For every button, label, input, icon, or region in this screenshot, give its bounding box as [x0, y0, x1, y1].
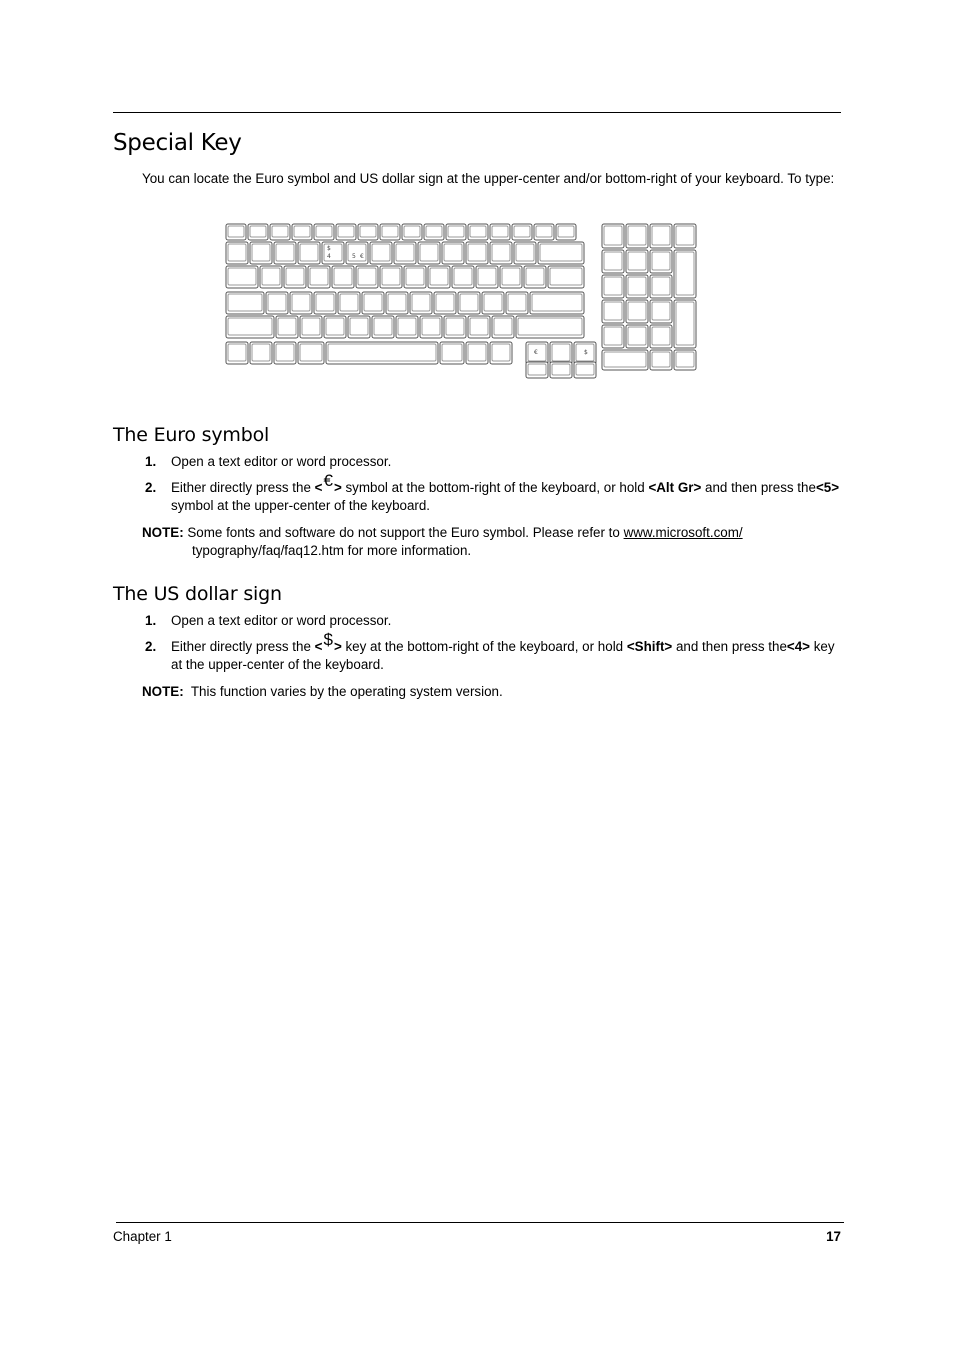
keyboard-keycap: [652, 252, 670, 270]
keyboard-keycap: [300, 244, 318, 261]
euro-step-1: [145, 453, 840, 471]
keyboard-keycap: [252, 344, 270, 361]
keyboard-keycap: [364, 294, 382, 311]
keyboard-keycap: [360, 226, 376, 237]
keyboard-keycap: [676, 252, 694, 295]
keyboard-keycap: [228, 294, 262, 311]
dollar-step-1-text: Open a text editor or word processor.: [171, 613, 392, 628]
keyboard-keycap: [292, 294, 310, 311]
keyboard-keycap: [676, 302, 694, 345]
keyboard-keycap: [516, 244, 534, 261]
keyboard-keycap: [228, 318, 272, 335]
key4-dollar-label: $: [327, 245, 331, 252]
keyboard-keycap: [492, 244, 510, 261]
keyboard-keycap: [302, 318, 320, 335]
keyboard-keycap: [652, 302, 670, 320]
keyboard-keycap: [576, 364, 594, 375]
keyboard-keycap: [628, 277, 646, 295]
dollar-note: NOTE: This function varies by the operating system version.: [142, 684, 503, 699]
keyboard-keycap: [470, 226, 486, 237]
euro-step-1-text: Open a text editor or word processor.: [171, 454, 392, 469]
keyboard-keycap: [422, 318, 440, 335]
keyboard-keycap: [540, 244, 582, 261]
keyboard-keycap: [326, 318, 344, 335]
keyboard-keycap: [316, 294, 334, 311]
keyboard-keycap: [250, 226, 266, 237]
dollar-step-1-number: 1.: [145, 613, 157, 628]
keyboard-keycap: [518, 318, 582, 335]
keyboard-keycap: [604, 252, 622, 270]
keyboard-keycap: [532, 294, 582, 311]
keyboard-keycap: [334, 268, 352, 285]
keyboard-keycap: [404, 226, 420, 237]
keyboard-keycap: [300, 344, 322, 361]
keyboard-keycap: [492, 344, 510, 361]
header-rule: [113, 112, 841, 113]
euro-step-2-number: 2.: [145, 480, 157, 495]
dollar-step-2-number: 2.: [145, 639, 157, 654]
keyboard-keycap: [338, 226, 354, 237]
keyboard-keycap: [528, 364, 546, 375]
key5-euro-label: €: [360, 253, 364, 260]
keyboard-keycap: [406, 268, 424, 285]
dollar-note-label: NOTE:: [142, 684, 184, 699]
keyboard-keycap: [262, 268, 280, 285]
keyboard-keycap: [628, 327, 646, 345]
euro-step-2: [145, 471, 840, 515]
keyboard-keycap: [484, 294, 502, 311]
keyboard-keycap: [228, 226, 244, 237]
keyboard-keycap: [228, 244, 246, 261]
keyboard-keycap: [536, 226, 552, 237]
keyboard-keycap: [652, 327, 670, 345]
keyboard-keycap: [526, 268, 544, 285]
keyboard-keycap: [628, 252, 646, 270]
keyboard-keycap: [492, 226, 508, 237]
intro-paragraph: You can locate the Euro symbol and US dollar sign at the upper-center and/or bottom-right of your keyboard. To type:: [142, 171, 835, 186]
keyboard-keycap: [228, 268, 256, 285]
keyboard-keycap: [286, 268, 304, 285]
keyboard-keycap: [468, 344, 486, 361]
keyboard-keycap: [442, 344, 462, 361]
keyboard-keycap: [358, 268, 376, 285]
keyboard-keycap: [558, 226, 574, 237]
microsoft-typography-link[interactable]: www.microsoft.com/ typography/faq/faq12.htm: [192, 525, 743, 558]
keyboard-keycap: [340, 294, 358, 311]
keyboard-keycap: [420, 244, 438, 261]
keyboard-keycap: [430, 268, 448, 285]
footer-page-number: 17: [826, 1229, 841, 1244]
keyboard-keycap: [276, 244, 294, 261]
keyboard-keycap: [604, 352, 646, 367]
keyboard-keycap: [374, 318, 392, 335]
keyboard-keycap: [478, 268, 496, 285]
keyboard-keycap: [552, 364, 570, 375]
keyboard-keycap: [446, 318, 464, 335]
key5-digit-label: 5: [352, 253, 356, 260]
keyboard-diagram: [219, 216, 715, 398]
keyboard-keycap: [652, 277, 670, 295]
keyboard-keycap: [272, 226, 288, 237]
keyboard-keycap: [502, 268, 520, 285]
keyboard-keycap: [468, 244, 486, 261]
footer-chapter: Chapter 1: [113, 1229, 172, 1244]
dollar-step-1: [145, 612, 840, 630]
keyboard-keycap: [412, 294, 430, 311]
keyboard-keycap: [268, 294, 286, 311]
keyboard-keycap: [328, 344, 436, 361]
euro-section-title: The Euro symbol: [113, 424, 270, 446]
keyboard-keycap: [252, 244, 270, 261]
keyboard-keycap: [382, 226, 398, 237]
dollar-key-label: $: [584, 349, 588, 356]
keyboard-keycap: [396, 244, 414, 261]
keyboard-keycap: [604, 226, 622, 245]
keyboard-keycap: [676, 352, 694, 367]
keyboard-keycap: [398, 318, 416, 335]
keyboard-keycap: [436, 294, 454, 311]
dollar-section-title: The US dollar sign: [113, 583, 282, 605]
keyboard-keycap: [652, 352, 670, 367]
dollar-step-2-text: Either directly press the <$> key at the bottom-right of the keyboard, or hold <Shift> and then press the<4> key at the upper-center of the keyboard.: [171, 630, 835, 672]
keyboard-keycap: [426, 226, 442, 237]
euro-note: NOTE: Some fonts and software do not support the Euro symbol. Please refer to www.microsoft.com/ typography/faq/faq12.htm for more information.: [142, 525, 743, 558]
keyboard-keycap: [454, 268, 472, 285]
keyboard-keycap: [278, 318, 296, 335]
footer-rule: [116, 1222, 844, 1223]
euro-symbol-icon: €: [323, 471, 333, 490]
keyboard-keycap: [276, 344, 294, 361]
keyboard-keycap: [604, 277, 622, 295]
euro-step-2-text: Either directly press the <€> symbol at the bottom-right of the keyboard, or hold <Alt Gr> and then press the<5> symbol at the upper-center of the keyboard.: [171, 471, 840, 513]
keyboard-keycap: [676, 226, 694, 245]
keyboard-keycap: [444, 244, 462, 261]
keyboard-keycap: [372, 244, 390, 261]
euro-note-label: NOTE:: [142, 525, 184, 540]
keyboard-keycap: [228, 344, 246, 361]
keyboard-keycap: [310, 268, 328, 285]
keyboard-keycap: [628, 302, 646, 320]
keyboard-keys: [226, 224, 696, 378]
dollar-step-2: [145, 630, 840, 674]
keyboard-keycap: [604, 327, 622, 345]
keyboard-keycap: [294, 226, 310, 237]
keyboard-keycap: [494, 318, 512, 335]
keyboard-keycap: [382, 268, 400, 285]
keyboard-keycap: [552, 344, 570, 361]
dollar-symbol-icon: $: [323, 630, 333, 649]
keyboard-keycap: [628, 226, 646, 245]
keyboard-keycap: [604, 302, 622, 320]
keyboard-keycap: [388, 294, 406, 311]
keyboard-keycap: [508, 294, 526, 311]
keyboard-keycap: [470, 318, 488, 335]
key4-digit-label: 4: [327, 253, 331, 260]
euro-step-1-number: 1.: [145, 454, 157, 469]
keyboard-keycap: [316, 226, 332, 237]
keyboard-keycap: [514, 226, 530, 237]
keyboard-keycap: [652, 226, 670, 245]
keyboard-keycap: [550, 268, 582, 285]
section-title: Special Key: [113, 130, 242, 156]
keyboard-keycap: [460, 294, 478, 311]
keyboard-keycap: [350, 318, 368, 335]
keyboard-keycap: [448, 226, 464, 237]
euro-key-label: €: [534, 349, 538, 356]
